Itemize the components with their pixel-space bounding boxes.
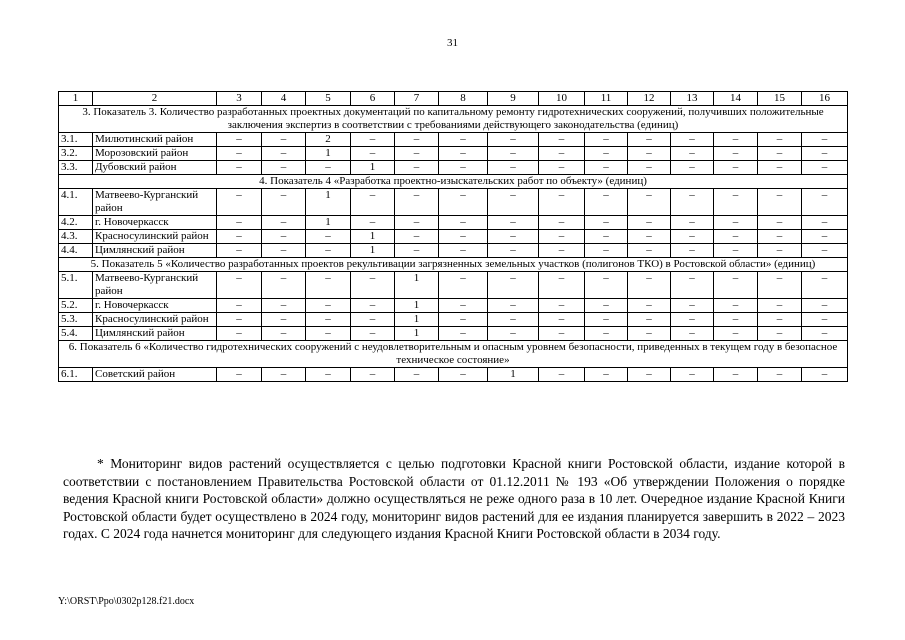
value-cell: –: [539, 161, 585, 175]
value-cell: –: [439, 327, 488, 341]
section-row: [59, 175, 848, 189]
value-cell: –: [262, 147, 306, 161]
value-cell: –: [262, 230, 306, 244]
value-cell: –: [217, 244, 262, 258]
section-row: [59, 258, 848, 272]
value-cell: –: [585, 244, 628, 258]
value-cell: –: [714, 230, 758, 244]
value-cell: –: [351, 189, 395, 216]
value-cell: –: [217, 327, 262, 341]
value-cell: –: [306, 299, 351, 313]
value-cell: –: [671, 368, 714, 382]
value-cell: –: [628, 368, 671, 382]
row-number: 4.4.: [59, 244, 93, 258]
value-cell: –: [439, 161, 488, 175]
value-cell: –: [714, 313, 758, 327]
value-cell: 1: [351, 230, 395, 244]
value-cell: –: [802, 216, 848, 230]
value-cell: –: [395, 230, 439, 244]
value-cell: –: [628, 147, 671, 161]
value-cell: 1: [395, 299, 439, 313]
value-cell: –: [217, 147, 262, 161]
value-cell: –: [262, 244, 306, 258]
value-cell: –: [539, 313, 585, 327]
value-cell: –: [306, 230, 351, 244]
value-cell: –: [802, 189, 848, 216]
value-cell: –: [395, 161, 439, 175]
value-cell: –: [488, 299, 539, 313]
value-cell: –: [671, 161, 714, 175]
header-cell: 10: [539, 92, 585, 106]
value-cell: –: [802, 133, 848, 147]
value-cell: –: [539, 272, 585, 299]
value-cell: –: [306, 313, 351, 327]
value-cell: –: [714, 189, 758, 216]
value-cell: –: [758, 313, 802, 327]
table-row: [59, 133, 848, 147]
value-cell: 1: [488, 368, 539, 382]
value-cell: –: [351, 368, 395, 382]
section-row: [59, 106, 848, 133]
value-cell: –: [585, 133, 628, 147]
row-district: Советский район: [93, 368, 217, 382]
value-cell: –: [671, 230, 714, 244]
value-cell: –: [671, 327, 714, 341]
value-cell: –: [439, 230, 488, 244]
value-cell: –: [539, 189, 585, 216]
value-cell: –: [351, 299, 395, 313]
value-cell: –: [802, 147, 848, 161]
value-cell: –: [539, 216, 585, 230]
value-cell: –: [628, 133, 671, 147]
value-cell: –: [351, 327, 395, 341]
indicator-table: [58, 91, 848, 382]
value-cell: –: [395, 244, 439, 258]
value-cell: –: [306, 161, 351, 175]
table-row: [59, 299, 848, 313]
value-cell: –: [217, 368, 262, 382]
header-cell: 12: [628, 92, 671, 106]
value-cell: –: [395, 147, 439, 161]
value-cell: –: [758, 161, 802, 175]
value-cell: –: [585, 313, 628, 327]
value-cell: –: [628, 327, 671, 341]
value-cell: –: [539, 327, 585, 341]
value-cell: –: [439, 133, 488, 147]
value-cell: –: [585, 272, 628, 299]
value-cell: –: [439, 368, 488, 382]
value-cell: –: [488, 313, 539, 327]
value-cell: –: [395, 189, 439, 216]
value-cell: –: [539, 244, 585, 258]
value-cell: –: [758, 299, 802, 313]
header-cell: 16: [802, 92, 848, 106]
value-cell: 2: [306, 133, 351, 147]
value-cell: –: [306, 327, 351, 341]
section-title: 3. Показатель 3. Количество разработанных проектных документаций по капитальному ремонту гидротехнических сооружений, получивших положительные заключения экспертиз в соответствии с требованиями действующего законодательства (единиц): [59, 106, 848, 133]
value-cell: –: [758, 327, 802, 341]
table-row: [59, 368, 848, 382]
value-cell: –: [802, 230, 848, 244]
value-cell: –: [714, 244, 758, 258]
footnote: [63, 455, 845, 543]
table-header-row: [59, 92, 848, 106]
value-cell: –: [488, 189, 539, 216]
value-cell: –: [217, 299, 262, 313]
header-cell: 2: [93, 92, 217, 106]
header-cell: 14: [714, 92, 758, 106]
value-cell: 1: [306, 147, 351, 161]
row-number: 4.1.: [59, 189, 93, 216]
footnote-text: * Мониторинг видов растений осуществляется с целью подготовки Красной книги Ростовской области, издание которой в соответствии с постановлением Правительства Ростовской области от 01.12.2011 № 193 «Об утверждении Положения о порядке ведения Красной книги Ростовской области» должно осуществляться не реже одного раза в 10 лет. Очередное издание Красной Книги Ростовской области будет осуществлено в 2024 году, мониторинг видов растений для ее издания планируется завершить в 2022 – 2023 годах. С 2024 года начнется мониторинг для следующего издания Красной Книги Ростовской области в 2034 году.: [63, 456, 845, 542]
row-district: Дубовский район: [93, 161, 217, 175]
row-number: 5.3.: [59, 313, 93, 327]
value-cell: –: [758, 244, 802, 258]
value-cell: –: [262, 299, 306, 313]
row-district: Красносулинский район: [93, 230, 217, 244]
value-cell: –: [488, 216, 539, 230]
value-cell: –: [217, 313, 262, 327]
value-cell: –: [217, 133, 262, 147]
value-cell: –: [217, 161, 262, 175]
value-cell: –: [217, 189, 262, 216]
value-cell: –: [802, 272, 848, 299]
value-cell: –: [217, 216, 262, 230]
section-title: 4. Показатель 4 «Разработка проектно-изыскательских работ по объекту» (единиц): [59, 175, 848, 189]
row-number: 3.3.: [59, 161, 93, 175]
header-cell: 7: [395, 92, 439, 106]
value-cell: –: [306, 244, 351, 258]
value-cell: –: [262, 368, 306, 382]
value-cell: 1: [395, 272, 439, 299]
value-cell: –: [217, 272, 262, 299]
value-cell: –: [585, 299, 628, 313]
value-cell: –: [262, 313, 306, 327]
value-cell: –: [802, 161, 848, 175]
value-cell: –: [539, 147, 585, 161]
section-row: [59, 341, 848, 368]
value-cell: –: [714, 299, 758, 313]
value-cell: –: [585, 147, 628, 161]
value-cell: –: [262, 216, 306, 230]
row-district: Красносулинский район: [93, 313, 217, 327]
table-row: [59, 189, 848, 216]
value-cell: –: [539, 299, 585, 313]
table-row: [59, 216, 848, 230]
value-cell: –: [262, 272, 306, 299]
header-cell: 15: [758, 92, 802, 106]
value-cell: –: [671, 133, 714, 147]
value-cell: –: [439, 313, 488, 327]
value-cell: –: [628, 230, 671, 244]
row-number: 3.2.: [59, 147, 93, 161]
value-cell: –: [351, 216, 395, 230]
value-cell: –: [262, 327, 306, 341]
value-cell: 1: [351, 244, 395, 258]
value-cell: –: [351, 272, 395, 299]
table-row: [59, 313, 848, 327]
value-cell: –: [539, 133, 585, 147]
value-cell: –: [628, 161, 671, 175]
row-district: г. Новочеркасск: [93, 299, 217, 313]
value-cell: –: [439, 147, 488, 161]
value-cell: –: [217, 230, 262, 244]
value-cell: –: [488, 161, 539, 175]
value-cell: –: [351, 147, 395, 161]
row-number: 5.1.: [59, 272, 93, 299]
value-cell: –: [671, 216, 714, 230]
header-cell: 3: [217, 92, 262, 106]
value-cell: –: [488, 327, 539, 341]
value-cell: –: [714, 147, 758, 161]
value-cell: –: [758, 147, 802, 161]
value-cell: –: [714, 161, 758, 175]
header-cell: 11: [585, 92, 628, 106]
value-cell: –: [585, 161, 628, 175]
value-cell: 1: [395, 313, 439, 327]
header-cell: 9: [488, 92, 539, 106]
value-cell: –: [802, 327, 848, 341]
value-cell: –: [628, 313, 671, 327]
row-district: Цимлянский район: [93, 244, 217, 258]
header-cell: 5: [306, 92, 351, 106]
value-cell: –: [395, 133, 439, 147]
row-district: Матвеево-Курганский район: [93, 272, 217, 299]
value-cell: –: [628, 272, 671, 299]
value-cell: –: [395, 216, 439, 230]
table-row: [59, 244, 848, 258]
row-district: Милютинский район: [93, 133, 217, 147]
value-cell: –: [714, 368, 758, 382]
row-district: г. Новочеркасск: [93, 216, 217, 230]
value-cell: –: [439, 189, 488, 216]
value-cell: –: [671, 189, 714, 216]
row-number: 6.1.: [59, 368, 93, 382]
table-row: [59, 230, 848, 244]
value-cell: –: [628, 189, 671, 216]
value-cell: –: [671, 299, 714, 313]
row-number: 4.3.: [59, 230, 93, 244]
row-number: 4.2.: [59, 216, 93, 230]
value-cell: –: [714, 216, 758, 230]
value-cell: –: [539, 230, 585, 244]
file-path: Y:\ORST\Ppo\0302p128.f21.docx: [58, 596, 195, 607]
value-cell: –: [628, 299, 671, 313]
value-cell: –: [351, 133, 395, 147]
value-cell: –: [439, 272, 488, 299]
value-cell: –: [539, 368, 585, 382]
value-cell: –: [488, 272, 539, 299]
value-cell: 1: [306, 189, 351, 216]
header-cell: 1: [59, 92, 93, 106]
table-row: [59, 147, 848, 161]
value-cell: –: [585, 189, 628, 216]
value-cell: –: [262, 189, 306, 216]
value-cell: –: [488, 147, 539, 161]
value-cell: –: [488, 244, 539, 258]
value-cell: –: [671, 147, 714, 161]
value-cell: –: [758, 216, 802, 230]
page-number: 31: [447, 37, 458, 49]
value-cell: –: [439, 244, 488, 258]
row-district: Цимлянский район: [93, 327, 217, 341]
value-cell: –: [671, 272, 714, 299]
row-district: Матвеево-Курганский район: [93, 189, 217, 216]
row-number: 5.4.: [59, 327, 93, 341]
header-cell: 6: [351, 92, 395, 106]
value-cell: –: [262, 161, 306, 175]
value-cell: –: [585, 368, 628, 382]
value-cell: –: [351, 313, 395, 327]
value-cell: –: [585, 327, 628, 341]
value-cell: –: [585, 230, 628, 244]
value-cell: –: [628, 244, 671, 258]
row-district: Морозовский район: [93, 147, 217, 161]
value-cell: –: [439, 299, 488, 313]
value-cell: –: [714, 327, 758, 341]
value-cell: –: [628, 216, 671, 230]
value-cell: –: [714, 133, 758, 147]
value-cell: –: [306, 272, 351, 299]
value-cell: –: [671, 313, 714, 327]
table-row: [59, 272, 848, 299]
value-cell: –: [758, 272, 802, 299]
value-cell: –: [439, 216, 488, 230]
table-row: [59, 327, 848, 341]
value-cell: –: [671, 244, 714, 258]
value-cell: –: [306, 368, 351, 382]
value-cell: –: [758, 230, 802, 244]
value-cell: –: [758, 189, 802, 216]
value-cell: –: [802, 368, 848, 382]
value-cell: –: [585, 216, 628, 230]
value-cell: –: [488, 230, 539, 244]
value-cell: –: [802, 313, 848, 327]
value-cell: –: [714, 272, 758, 299]
value-cell: 1: [351, 161, 395, 175]
header-cell: 4: [262, 92, 306, 106]
row-number: 5.2.: [59, 299, 93, 313]
value-cell: –: [802, 299, 848, 313]
section-title: 6. Показатель 6 «Количество гидротехнических сооружений с неудовлетворительным и опасным уровнем безопасности, приведенных в текущем году в безопасное техническое состояние»: [59, 341, 848, 368]
value-cell: –: [758, 368, 802, 382]
value-cell: –: [488, 133, 539, 147]
value-cell: –: [758, 133, 802, 147]
value-cell: 1: [306, 216, 351, 230]
table-row: [59, 161, 848, 175]
value-cell: –: [802, 244, 848, 258]
table-body: [59, 92, 848, 382]
row-number: 3.1.: [59, 133, 93, 147]
value-cell: –: [262, 133, 306, 147]
header-cell: 8: [439, 92, 488, 106]
section-title: 5. Показатель 5 «Количество разработанных проектов рекультивации загрязненных земельных участков (полигонов ТКО) в Ростовской области» (единиц): [59, 258, 848, 272]
header-cell: 13: [671, 92, 714, 106]
value-cell: 1: [395, 327, 439, 341]
value-cell: –: [395, 368, 439, 382]
